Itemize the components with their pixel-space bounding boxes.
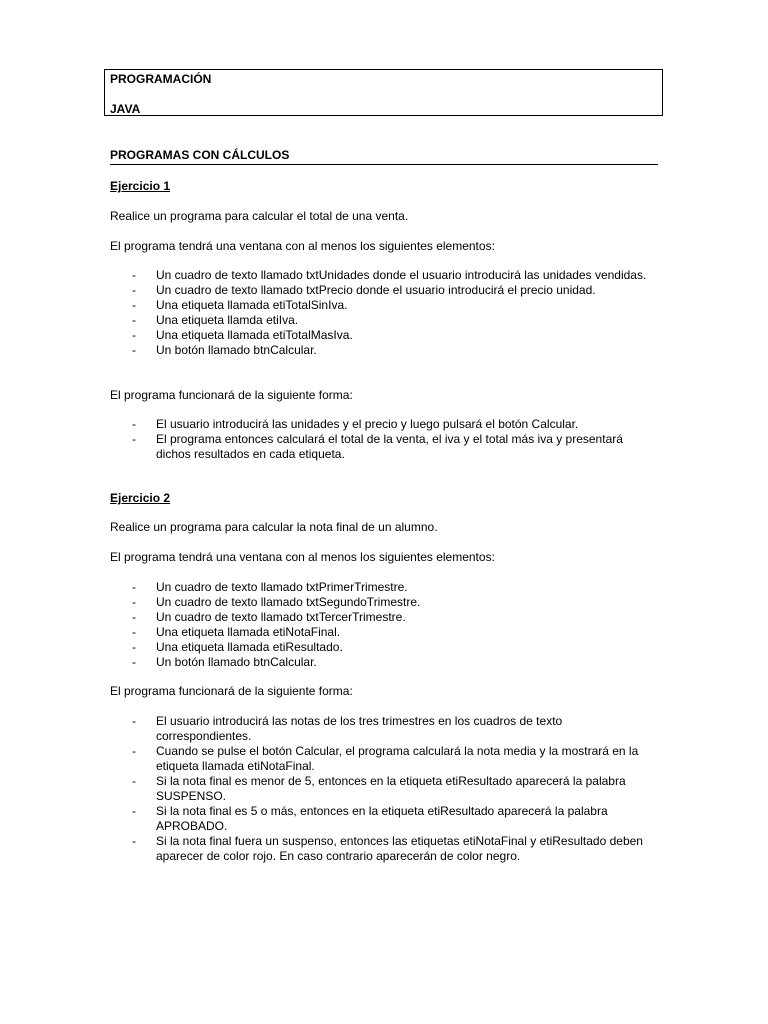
list-item: - El usuario introducirá las notas de los tres trimestres en los cuadros de texto correspondientes. xyxy=(132,714,563,743)
bullet-dash: - xyxy=(132,640,136,654)
exercise-1-elements-list xyxy=(110,268,670,358)
list-item: - Un cuadro de texto llamado txtTercerTrimestre. xyxy=(132,610,406,624)
exercise-1-intro: Realice un programa para calcular el total de una venta. xyxy=(110,209,409,223)
bullet-dash: - xyxy=(132,313,136,327)
list-item: - Si la nota final fuera un suspenso, entonces las etiquetas etiNotaFinal y etiResultado deben aparecer de color rojo. En caso contrario aparecerán de color negro. xyxy=(132,834,643,863)
exercise-1-behavior-intro: El programa funcionará de la siguiente forma: xyxy=(110,388,353,402)
list-item: - Una etiqueta llamada etiTotalSinIva. xyxy=(132,298,348,312)
bullet-dash: - xyxy=(132,804,136,818)
list-item: - Una etiqueta llamada etiTotalMasIva. xyxy=(132,328,353,342)
exercise-2-elements-intro: El programa tendrá una ventana con al menos los siguientes elementos: xyxy=(110,550,495,564)
bullet-dash: - xyxy=(132,268,136,282)
bullet-dash: - xyxy=(132,580,136,594)
bullet-dash: - xyxy=(132,343,136,357)
section-title: PROGRAMAS CON CÁLCULOS xyxy=(110,148,658,165)
bullet-dash: - xyxy=(132,417,136,431)
exercise-1-behavior-list xyxy=(110,417,670,462)
bullet-dash: - xyxy=(132,714,136,728)
header-box xyxy=(104,69,663,116)
list-item: - Una etiqueta llamda etiIva. xyxy=(132,313,299,327)
bullet-dash: - xyxy=(132,298,136,312)
bullet-dash: - xyxy=(132,283,136,297)
bullet-dash: - xyxy=(132,625,136,639)
list-item: - El programa entonces calculará el total de la venta, el iva y el total más iva y presentará dichos resultados en cada etiqueta. xyxy=(132,432,623,461)
exercise-2-behavior-intro: El programa funcionará de la siguiente forma: xyxy=(110,684,353,698)
list-item: - Un cuadro de texto llamado txtPrecio donde el usuario introducirá el precio unidad. xyxy=(132,283,596,297)
bullet-dash: - xyxy=(132,774,136,788)
exercise-1-elements-intro: El programa tendrá una ventana con al menos los siguientes elementos: xyxy=(110,239,495,253)
bullet-dash: - xyxy=(132,432,136,446)
exercise-2-elements-list xyxy=(110,580,670,670)
exercise-2-intro: Realice un programa para calcular la nota final de un alumno. xyxy=(110,520,438,534)
list-item: - Si la nota final es menor de 5, entonces en la etiqueta etiResultado aparecerá la palabra SUSPENSO. xyxy=(132,774,626,803)
exercise-2-behavior-list xyxy=(110,714,670,864)
exercise-1-title xyxy=(110,179,670,194)
exercise-2-title xyxy=(110,491,670,506)
list-item: - El usuario introducirá las unidades y el precio y luego pulsará el botón Calcular. xyxy=(132,417,579,431)
list-item: - Una etiqueta llamada etiNotaFinal. xyxy=(132,625,341,639)
exercise-2-heading: Ejercicio 2 xyxy=(110,491,171,505)
bullet-dash: - xyxy=(132,655,136,669)
list-item: - Un cuadro de texto llamado txtSegundoTrimestre. xyxy=(132,595,421,609)
list-item: - Cuando se pulse el botón Calcular, el programa calculará la nota media y la mostrará en la etiqueta llamada etiNotaFinal. xyxy=(132,744,639,773)
list-item: - Un cuadro de texto llamado txtPrimerTrimestre. xyxy=(132,580,408,594)
bullet-dash: - xyxy=(132,595,136,609)
bullet-dash: - xyxy=(132,328,136,342)
bullet-dash: - xyxy=(132,744,136,758)
header-subject: PROGRAMACIÓN xyxy=(110,72,212,86)
list-item: - Si la nota final es 5 o más, entonces en la etiqueta etiResultado aparecerá la palabra APROBADO. xyxy=(132,804,608,833)
exercise-1-heading: Ejercicio 1 xyxy=(110,179,171,193)
bullet-dash: - xyxy=(132,610,136,624)
bullet-dash: - xyxy=(132,834,136,848)
list-item: - Un cuadro de texto llamado txtUnidades donde el usuario introducirá las unidades vendidas. xyxy=(132,268,647,282)
list-item: - Una etiqueta llamada etiResultado. xyxy=(132,640,343,654)
list-item: - Un botón llamado btnCalcular. xyxy=(132,343,317,357)
list-item: - Un botón llamado btnCalcular. xyxy=(132,655,317,669)
header-language: JAVA xyxy=(110,102,141,116)
